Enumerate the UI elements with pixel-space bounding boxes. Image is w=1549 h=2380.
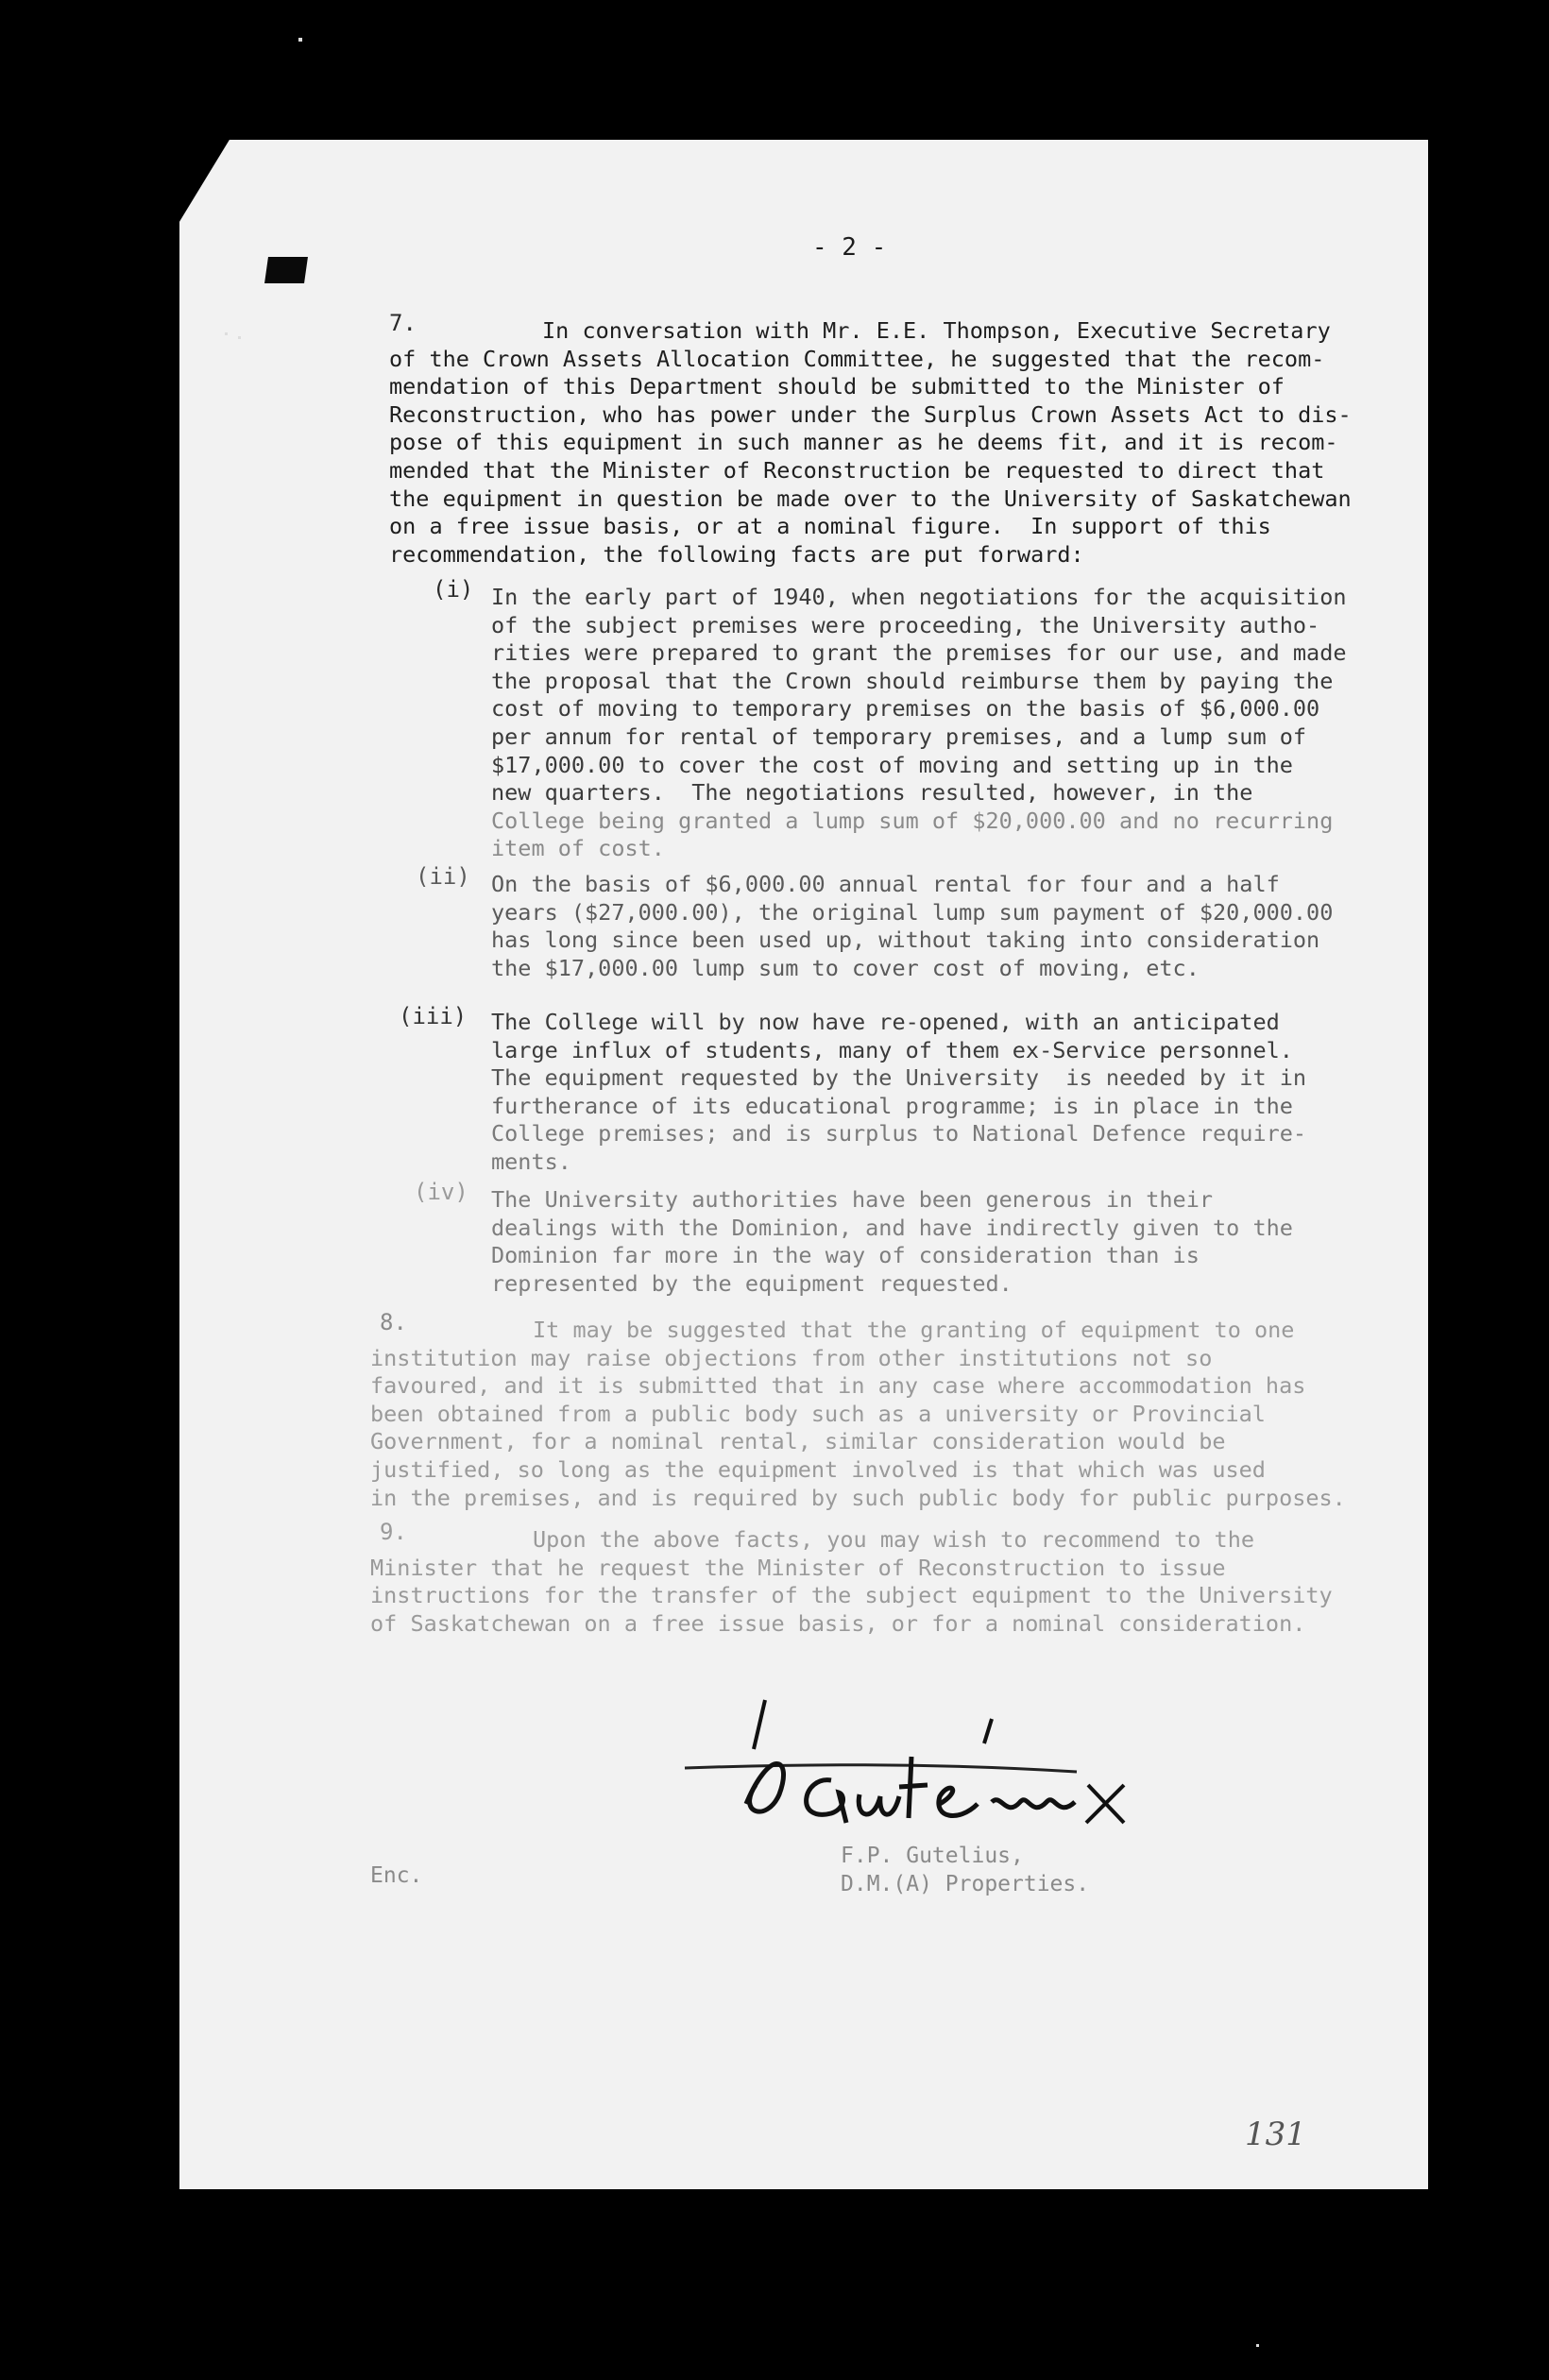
folio-number: 131 — [1245, 2116, 1306, 2153]
text-line: pose of this equipment in such manner as he deems fit, and it is recom- — [389, 429, 1338, 456]
item-iv — [491, 1186, 1341, 1298]
item-ii — [491, 871, 1341, 982]
text-line: Reconstruction, who has power under the Surplus Crown Assets Act to dis- — [389, 400, 1352, 428]
text-line: Upon the above facts, you may wish to recommend to the — [533, 1526, 1255, 1553]
paragraph-8 — [370, 1317, 1346, 1512]
paragraph-7 — [389, 317, 1352, 569]
text-line: $17,000.00 to cover the cost of moving and setting up in the — [491, 751, 1293, 778]
text-line: years ($27,000.00), the original lump sum payment of $20,000.00 — [491, 898, 1334, 926]
text-line: Government, for a nominal rental, similar consideration would be — [370, 1428, 1226, 1455]
text-line: cost of moving to temporary premises on the basis of $6,000.00 — [491, 695, 1320, 722]
paragraph-9-number: 9. — [380, 1519, 407, 1545]
text-line: College being granted a lump sum of $20,000.00 and no recurring — [491, 807, 1334, 834]
text-line: Dominion far more in the way of consideration than is — [491, 1242, 1200, 1269]
text-line: the $17,000.00 lump sum to cover cost of moving, etc. — [491, 954, 1200, 981]
text-line: In conversation with Mr. E.E. Thompson, Executive Secretary — [542, 317, 1331, 344]
text-line: recommendation, the following facts are put forward: — [389, 540, 1084, 568]
signatory-title: D.M.(A) Properties. — [841, 1872, 1090, 1896]
item-iii — [491, 1009, 1341, 1177]
text-line: College premises; and is surplus to National Defence require- — [491, 1120, 1307, 1148]
item-ii-label: (ii) — [416, 863, 470, 890]
text-line: new quarters. The negotiations resulted, however, in the — [491, 779, 1253, 807]
text-line: institution may raise objections from other institutions not so — [370, 1344, 1213, 1371]
item-iii-label: (iii) — [399, 1003, 468, 1029]
paragraph-7-number: 7. — [389, 310, 417, 336]
text-line: been obtained from a public body such as a university or Provincial — [370, 1400, 1266, 1427]
scan-speck — [298, 38, 302, 42]
text-line: justified, so long as the equipment involved is that which was used — [370, 1455, 1266, 1483]
text-line: represented by the equipment requested. — [491, 1269, 1013, 1297]
text-line: dealings with the Dominion, and have indirectly given to the — [491, 1214, 1293, 1241]
text-line: instructions for the transfer of the subject equipment to the University — [370, 1582, 1333, 1609]
text-line: of the Crown Assets Allocation Committee, he suggested that the recom- — [389, 345, 1325, 372]
text-line: The equipment requested by the University is needed by it in — [491, 1064, 1307, 1092]
item-i-label: (i) — [433, 576, 474, 603]
signatory-block — [841, 1842, 1089, 1898]
text-line: In the early part of 1940, when negotiations for the acquisition — [491, 584, 1347, 610]
page-number: - 2 - — [812, 233, 887, 262]
text-line: The College will by now have re-opened, with an anticipated — [491, 1009, 1280, 1035]
scan-speck — [225, 332, 228, 335]
text-line: rities were prepared to grant the premises for our use, and made — [491, 639, 1347, 667]
text-line: the equipment in question be made over to the University of Saskatchewan — [389, 484, 1352, 512]
text-line: Minister that he request the Minister of Reconstruction to issue — [370, 1554, 1226, 1581]
text-line: item of cost. — [491, 835, 665, 862]
text-line: in the premises, and is required by such public body for public purposes. — [370, 1484, 1346, 1511]
scan-speck — [1256, 2344, 1259, 2347]
text-line: The University authorities have been generous in their — [491, 1186, 1214, 1213]
text-line: of Saskatchewan on a free issue basis, or for a nominal consideration. — [370, 1609, 1306, 1637]
scan-speck — [238, 336, 241, 339]
text-line: favoured, and it is submitted that in any case where accommodation has — [370, 1372, 1306, 1400]
text-line: On the basis of $6,000.00 annual rental for four and a half — [491, 871, 1280, 897]
text-line: the proposal that the Crown should reimburse them by paying the — [491, 667, 1334, 694]
text-line: furtherance of its educational programme; is in place in the — [491, 1092, 1293, 1119]
handwritten-signature — [680, 1691, 1209, 1851]
text-line: mended that the Minister of Reconstruction be requested to direct that — [389, 456, 1325, 484]
text-line: large influx of students, many of them ex-Service personnel. — [491, 1036, 1293, 1063]
black-mark — [264, 257, 308, 283]
text-line: of the subject premises were proceeding, the University autho- — [491, 611, 1320, 638]
text-line: ments. — [491, 1148, 571, 1175]
enclosure-note: Enc. — [370, 1863, 423, 1888]
text-line: It may be suggested that the granting of equipment to one — [533, 1317, 1295, 1343]
text-line: mendation of this Department should be submitted to the Minister of — [389, 373, 1285, 400]
paragraph-9 — [370, 1526, 1333, 1638]
item-iv-label: (iv) — [414, 1179, 468, 1205]
text-line: per annum for rental of temporary premises, and a lump sum of — [491, 722, 1307, 750]
signatory-name: F.P. Gutelius, — [841, 1844, 1024, 1868]
item-i — [491, 584, 1347, 863]
text-line: has long since been used up, without taking into consideration — [491, 926, 1320, 954]
text-line: on a free issue basis, or at a nominal figure. In support of this — [389, 513, 1271, 540]
paragraph-8-number: 8. — [380, 1309, 407, 1335]
